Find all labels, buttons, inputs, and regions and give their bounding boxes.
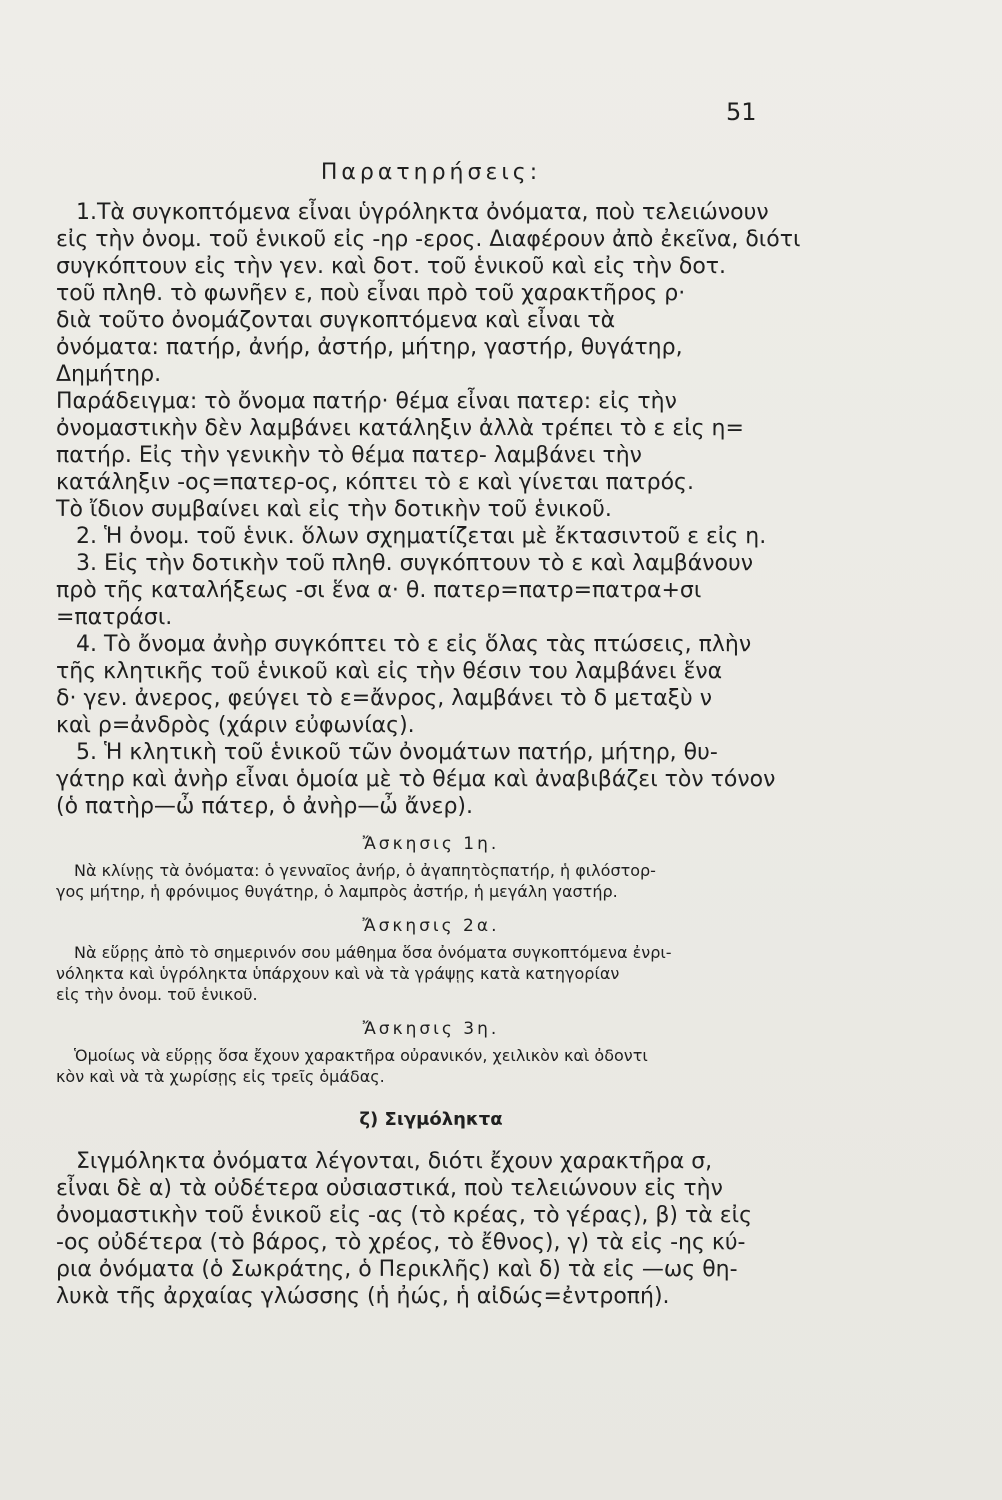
text-line: Παράδειγμα: τὸ ὄνομα πατήρ· θέμα εἶναι πατερ: εἰς τὴν [56,389,677,414]
text-line: Τὸ ἴδιον συμβαίνει καὶ εἰς τὴν δοτικὴν τοῦ ἑνικοῦ. [56,497,612,522]
text-line: κατάληξιν -ος=πατερ-ος, κόπτει τὸ ε καὶ γίνεται πατρός. [56,470,694,495]
exercise-line: Νὰ κλίνῃς τὰ ὀνόματα: ὁ γενναῖος ἀνήρ, ὁ ἀγαπητὸςπατήρ, ἡ φιλόστορ- [74,861,656,880]
text-line: 1.Τὰ συγκοπτόμενα εἶναι ὑγρόληκτα ὀνόματα, ποὺ τελειώνουν [76,200,769,225]
text-line: ὀνομαστικὴν τοῦ ἑνικοῦ εἰς -ας (τὸ κρέας, τὸ γέρας), β) τὰ εἰς [56,1203,752,1228]
exercise-line: γος μήτηρ, ἡ φρόνιμος θυγάτηρ, ὁ λαμπρὸς ἀστήρ, ἡ μεγάλη γαστήρ. [56,882,618,901]
exercise-line: Ὁμοίως νὰ εὕρῃς ὅσα ἔχουν χαρακτῆρα οὐρανικόν, χειλικὸν καὶ ὀδοντι [74,1046,648,1065]
remarks-block [56,199,806,820]
exercise-line: εἰς τὴν ὀνομ. τοῦ ἑνικοῦ. [56,985,258,1004]
exercise-title: Ἄσκησις 3η. [362,1019,500,1039]
text-line: ρια ὀνόματα (ὁ Σωκράτης, ὁ Περικλῆς) καὶ δ) τὰ εἰς —ως θη- [56,1257,738,1282]
text-line: -ος οὐδέτερα (τὸ βάρος, τὸ χρέος, τὸ ἔθνος), γ) τὰ εἰς -ης κύ- [56,1230,746,1255]
text-line: διὰ τοῦτο ὀνομάζονται συγκοπτόμενα καὶ εἶναι τὰ [56,308,616,333]
text-line: =πατράσι. [56,605,173,630]
text-line: Σιγμόληκτα ὀνόματα λέγονται, διότι ἔχουν χαρακτῆρα σ, [76,1149,713,1174]
text-line: 2. Ἡ ὀνομ. τοῦ ἑνικ. ὅλων σχηματίζεται μὲ ἔκτασιντοῦ ε εἰς η. [76,524,767,549]
page-number: 51 [726,98,757,126]
text-line: συγκόπτουν εἰς τὴν γεν. καὶ δοτ. τοῦ ἑνικοῦ καὶ εἰς τὴν δοτ. [56,254,727,279]
text-line: καὶ ρ=ἀνδρὸς (χάριν εὐφωνίας). [56,713,415,738]
exercise-line: νόληκτα καὶ ὑγρόληκτα ὑπάρχουν καὶ νὰ τὰ γράψῃς κατὰ κατηγορίαν [56,964,620,983]
text-line: 5. Ἡ κλητικὴ τοῦ ἑνικοῦ τῶν ὀνομάτων πατήρ, μήτηρ, θυ- [76,740,718,765]
exercise-line: κὸν καὶ νὰ τὰ χωρίσῃς εἰς τρεῖς ὁμάδας. [56,1067,385,1086]
section-title: ζ) Σιγμόληκτα [359,1109,503,1130]
text-line: (ὁ πατὴρ—ὦ πάτερ, ὁ ἀνὴρ—ὦ ἄνερ). [56,794,473,819]
text-line: πατήρ. Εἰς τὴν γενικὴν τὸ θέμα πατερ- λαμβάνει τὴν [56,443,642,468]
page-body [56,160,806,1310]
text-line: πρὸ τῆς καταλήξεως -σι ἕνα α· θ. πατερ=πατρ=πατρα+σι [56,578,702,603]
text-line: τοῦ πληθ. τὸ φωνῆεν ε, ποὺ εἶναι πρὸ τοῦ χαρακτῆρος ρ· [56,281,686,306]
text-line: τῆς κλητικῆς τοῦ ἑνικοῦ καὶ εἰς τὴν θέσιν του λαμβάνει ἕνα [56,659,723,684]
exercise-3 [56,1019,806,1087]
text-line: εἰς τὴν ὀνομ. τοῦ ἑνικοῦ εἰς -ηρ -ερος. Διαφέρουν ἀπὸ ἐκεῖνα, διότι [56,227,801,252]
text-line: Δημήτηρ. [56,362,162,387]
section-body [56,1148,806,1310]
text-line: λυκὰ τῆς ἀρχαίας γλώσσης (ἡ ἠώς, ἡ αἰδώς=ἐντροπή). [56,1284,670,1309]
text-line: γάτηρ καὶ ἀνὴρ εἶναι ὁμοία μὲ τὸ θέμα καὶ ἀναβιβάζει τὸν τόνον [56,767,776,792]
exercise-1 [56,834,806,902]
text-line: εἶναι δὲ α) τὰ οὐδέτερα οὐσιαστικά, ποὺ τελειώνουν εἰς τὴν [56,1176,723,1201]
exercise-line: Νὰ εὕρῃς ἀπὸ τὸ σημερινόν σου μάθημα ὅσα ὀνόματα συγκοπτόμενα ἐνρι- [74,943,672,962]
remarks-heading: Παρατηρήσεις: [320,160,542,185]
text-line: ὀνομαστικὴν δὲν λαμβάνει κατάληξιν ἀλλὰ τρέπει τὸ ε εἰς η= [56,416,744,441]
exercise-2 [56,916,806,1005]
text-line: 4. Τὸ ὄνομα ἀνὴρ συγκόπτει τὸ ε εἰς ὅλας τὰς πτώσεις, πλὴν [76,632,752,657]
text-line: δ· γεν. ἀνερος, φεύγει τὸ ε=ἄνρος, λαμβάνει τὸ δ μεταξὺ ν [56,686,713,711]
text-line: 3. Εἰς τὴν δοτικὴν τοῦ πληθ. συγκόπτουν τὸ ε καὶ λαμβάνουν [76,551,753,576]
text-line: ὀνόματα: πατήρ, ἀνήρ, ἀστήρ, μήτηρ, γαστήρ, θυγάτηρ, [56,335,683,360]
exercise-title: Ἄσκησις 2α. [362,916,500,936]
exercise-title: Ἄσκησις 1η. [362,834,500,854]
